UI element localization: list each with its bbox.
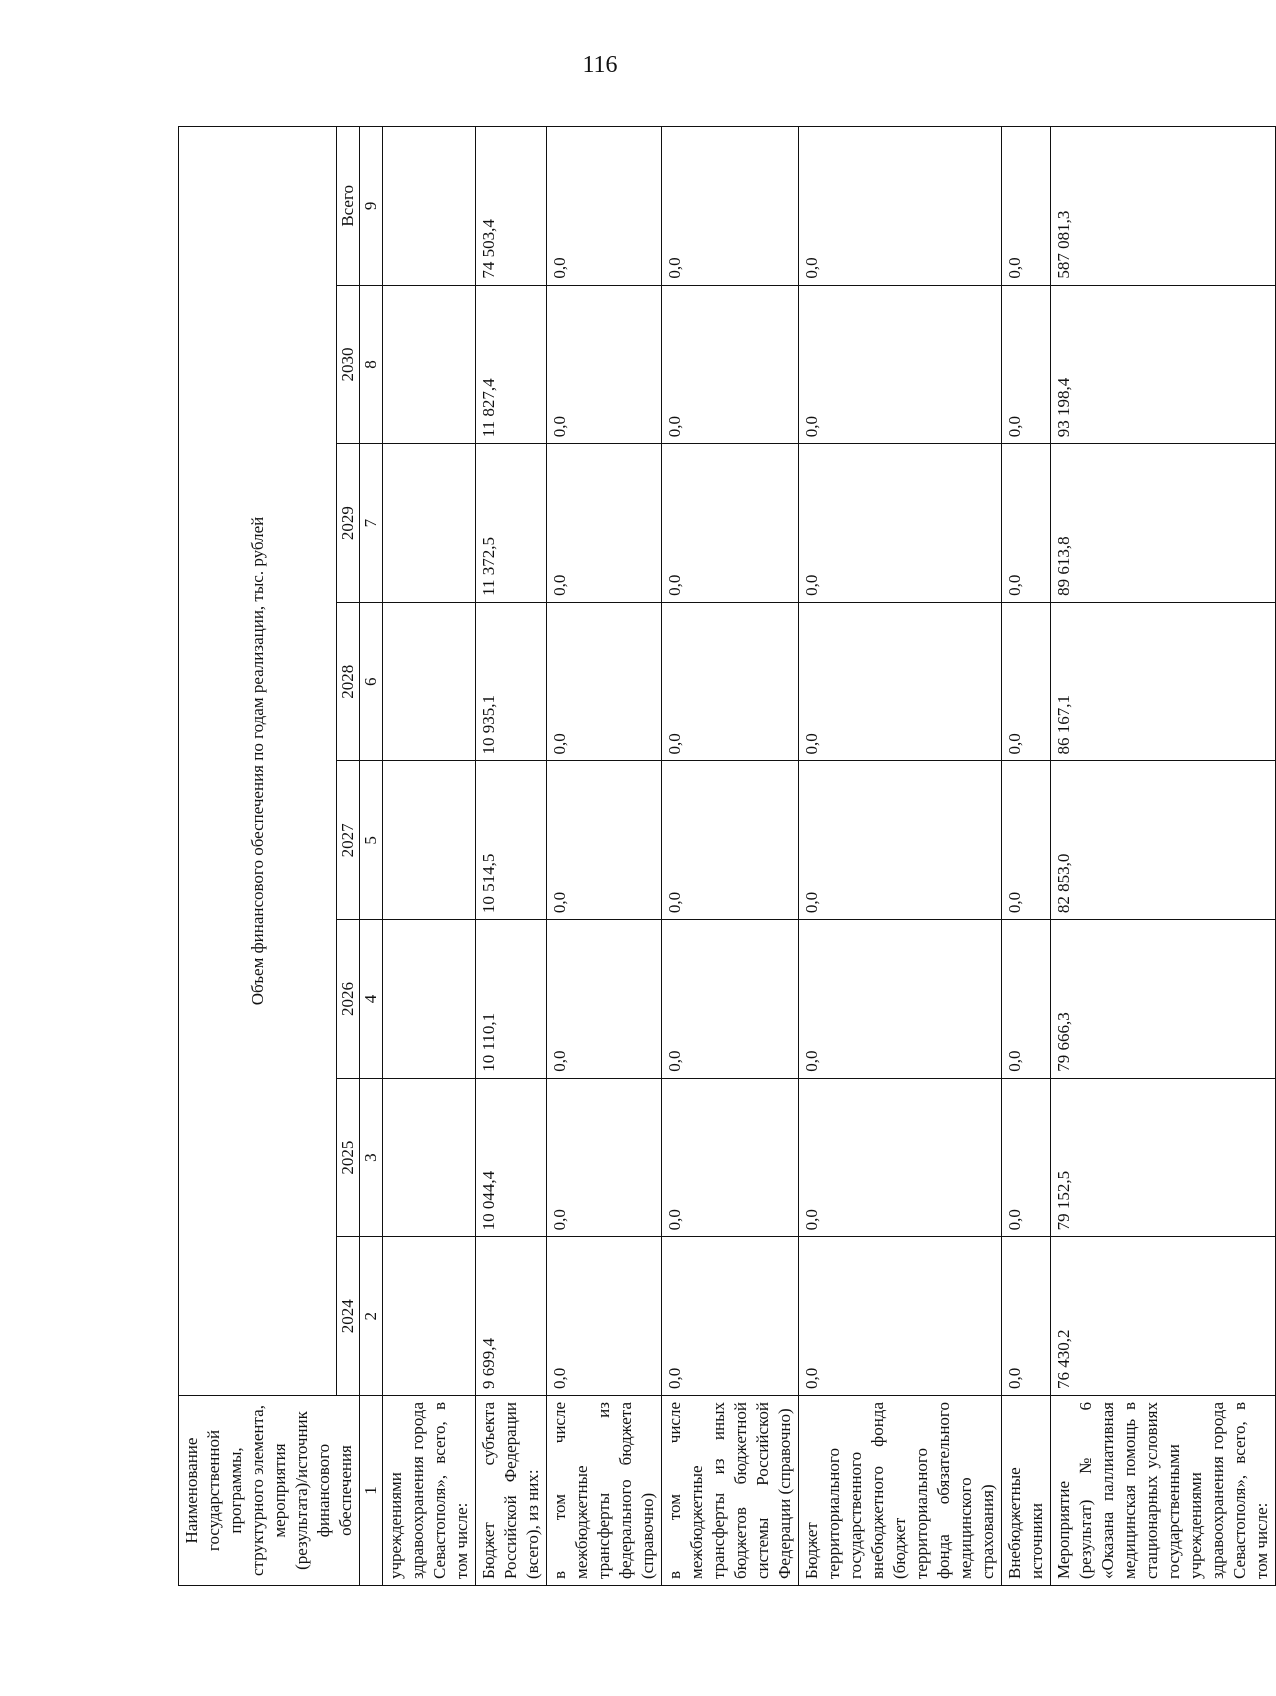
header-row-years xyxy=(337,127,360,1586)
row-value: 10 044,4 xyxy=(476,1078,547,1237)
row-value: 0,0 xyxy=(1002,1078,1051,1237)
row-value: 0,0 xyxy=(662,602,799,761)
table-row xyxy=(1051,127,1276,1586)
header-year: 2030 xyxy=(337,285,360,444)
row-value: 0,0 xyxy=(799,285,1002,444)
row-label: Бюджет субъекта Российской Федерации (всего), из них: xyxy=(476,1396,547,1586)
row-value: 11 372,5 xyxy=(476,444,547,603)
row-value: 0,0 xyxy=(547,1078,662,1237)
header-year: 2025 xyxy=(337,1078,360,1237)
row-value: 82 853,0 xyxy=(1051,761,1276,920)
table-row xyxy=(383,127,476,1586)
header-row-1 xyxy=(179,127,337,1586)
row-value xyxy=(383,761,476,920)
header-year: 2027 xyxy=(337,761,360,920)
row-value: 0,0 xyxy=(662,761,799,920)
row-value: 89 613,8 xyxy=(1051,444,1276,603)
row-value: 0,0 xyxy=(799,602,1002,761)
header-row-numbers xyxy=(360,127,383,1586)
row-value: 0,0 xyxy=(799,1237,1002,1396)
row-value xyxy=(383,1078,476,1237)
column-number: 1 xyxy=(360,1396,383,1586)
row-value: 0,0 xyxy=(799,1078,1002,1237)
row-value: 0,0 xyxy=(547,285,662,444)
row-value: 0,0 xyxy=(799,761,1002,920)
row-value: 0,0 xyxy=(1002,602,1051,761)
row-value: 0,0 xyxy=(799,127,1002,286)
row-value: 0,0 xyxy=(662,1078,799,1237)
row-value: 79 152,5 xyxy=(1051,1078,1276,1237)
column-number: 2 xyxy=(360,1237,383,1396)
row-value: 76 430,2 xyxy=(1051,1237,1276,1396)
row-label: Бюджет территориального государственного внебюджетного фонда (бюджет территориального фонда обязательного медицинского страхования) xyxy=(799,1396,1002,1586)
row-value xyxy=(383,1237,476,1396)
row-value: 0,0 xyxy=(662,1237,799,1396)
header-year-total: Всего xyxy=(337,127,360,286)
table-row xyxy=(547,127,662,1586)
row-value: 0,0 xyxy=(1002,127,1051,286)
column-number: 3 xyxy=(360,1078,383,1237)
header-year: 2024 xyxy=(337,1237,360,1396)
row-value: 79 666,3 xyxy=(1051,920,1276,1079)
row-value: 0,0 xyxy=(799,444,1002,603)
row-value: 0,0 xyxy=(547,444,662,603)
row-value xyxy=(383,444,476,603)
page-number: 116 xyxy=(582,52,618,78)
column-number: 5 xyxy=(360,761,383,920)
row-value: 10 935,1 xyxy=(476,602,547,761)
row-value: 0,0 xyxy=(662,444,799,603)
row-value: 10 514,5 xyxy=(476,761,547,920)
row-value: 0,0 xyxy=(547,602,662,761)
row-value: 0,0 xyxy=(1002,920,1051,1079)
table-row xyxy=(799,127,1002,1586)
row-label: в том числе межбюджетные трансферты из иных бюджетов бюджетной системы Российской Федерации (справочно) xyxy=(662,1396,799,1586)
row-value: 587 081,3 xyxy=(1051,127,1276,286)
table-row xyxy=(662,127,799,1586)
column-number: 7 xyxy=(360,444,383,603)
row-label: учреждениями здравоохранения города Севастополя», всего, в том числе: xyxy=(383,1396,476,1586)
header-name-column: Наименование государственной программы, структурного элемента, мероприятия (результата)/источник финансового обеспечения xyxy=(179,1396,360,1586)
row-value xyxy=(383,285,476,444)
row-value xyxy=(383,127,476,286)
financing-table xyxy=(178,126,1276,1586)
header-year: 2029 xyxy=(337,444,360,603)
column-number: 9 xyxy=(360,127,383,286)
row-value: 0,0 xyxy=(547,761,662,920)
header-volume-title: Объем финансового обеспечения по годам реализации, тыс. рублей xyxy=(179,127,337,1396)
row-value xyxy=(383,602,476,761)
row-value: 0,0 xyxy=(1002,761,1051,920)
row-value: 0,0 xyxy=(1002,285,1051,444)
row-value: 0,0 xyxy=(1002,1237,1051,1396)
table-row xyxy=(476,127,547,1586)
header-year: 2026 xyxy=(337,920,360,1079)
row-value: 93 198,4 xyxy=(1051,285,1276,444)
row-value: 10 110,1 xyxy=(476,920,547,1079)
financing-table-rotated xyxy=(178,126,1271,1586)
row-value: 0,0 xyxy=(799,920,1002,1079)
column-number: 6 xyxy=(360,602,383,761)
row-label: Мероприятие (результат) № 6 «Оказана паллиативная медицинская помощь в стационарных условиях государственными учреждениями здравоохранения города Севастополя», всего, в том числе: xyxy=(1051,1396,1276,1586)
row-value: 9 699,4 xyxy=(476,1237,547,1396)
row-value: 0,0 xyxy=(1002,444,1051,603)
row-value: 0,0 xyxy=(547,920,662,1079)
column-number: 8 xyxy=(360,285,383,444)
row-value: 0,0 xyxy=(662,920,799,1079)
row-value: 0,0 xyxy=(662,285,799,444)
row-value: 0,0 xyxy=(662,127,799,286)
header-year: 2028 xyxy=(337,602,360,761)
table-row xyxy=(1002,127,1051,1586)
column-number: 4 xyxy=(360,920,383,1079)
row-value: 86 167,1 xyxy=(1051,602,1276,761)
row-label: Внебюджетные источники xyxy=(1002,1396,1051,1586)
row-value xyxy=(383,920,476,1079)
row-value: 11 827,4 xyxy=(476,285,547,444)
row-value: 74 503,4 xyxy=(476,127,547,286)
row-value: 0,0 xyxy=(547,1237,662,1396)
row-label: в том числе межбюджетные трансферты из федерального бюджета (справочно) xyxy=(547,1396,662,1586)
row-value: 0,0 xyxy=(547,127,662,286)
